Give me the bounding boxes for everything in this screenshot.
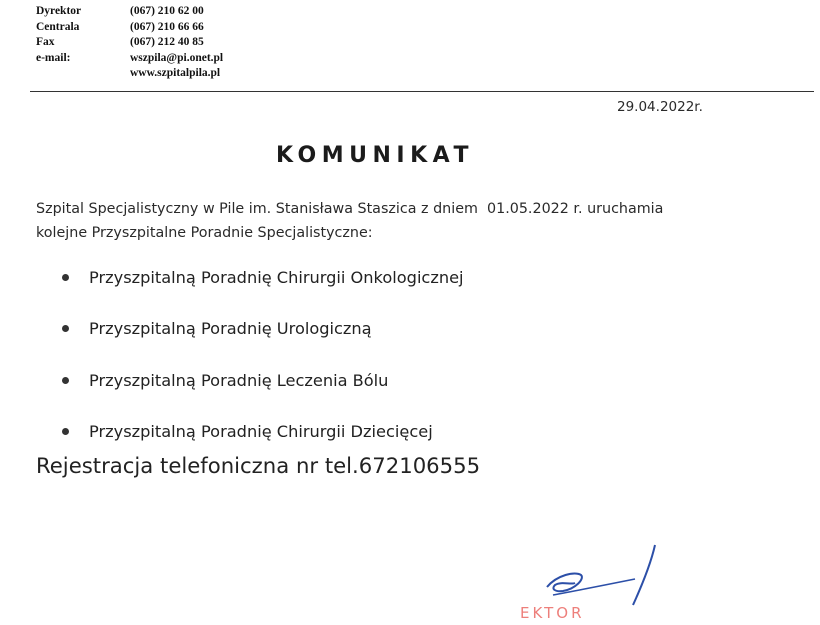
contact-value: (067) 210 66 66 (130, 20, 204, 33)
contact-block (36, 4, 223, 82)
contact-row-fax (36, 35, 223, 51)
clinic-name: Przyszpitalną Poradnię Chirurgii Dziecięcej (89, 422, 433, 441)
document-date: 29.04.2022r. (617, 99, 703, 115)
contact-label: Dyrektor (36, 5, 82, 17)
intro-line-1: Szpital Specjalistyczny w Pile im. Stanisława Staszica z dniem 01.05.2022 r. uruchamia (36, 201, 664, 217)
document-title: KOMUNIKAT (276, 143, 474, 168)
contact-value: (067) 210 62 00 (130, 5, 204, 17)
intro-line-2: kolejne Przyszpitalne Poradnie Specjalistyczne: (36, 225, 373, 241)
phone-registration: Rejestracja telefoniczna nr tel.672106555 (36, 453, 481, 478)
bullet-icon (62, 274, 69, 281)
website-link[interactable]: www.szpitalpila.pl (130, 67, 221, 79)
contact-row-email (36, 51, 223, 67)
contact-label: Fax (36, 36, 55, 48)
contact-value: (067) 212 40 85 (130, 36, 204, 48)
list-item (62, 419, 464, 445)
director-stamp: EKTOR (520, 604, 585, 622)
bullet-icon (62, 377, 69, 384)
list-item (62, 264, 464, 290)
clinic-name: Przyszpitalną Poradnię Leczenia Bólu (89, 370, 389, 390)
email-link[interactable]: wszpila@pi.onet.pl (130, 51, 224, 64)
clinic-name: Przyszpitalną Poradnię Chirurgii Onkologicznej (89, 267, 464, 287)
bullet-icon (62, 428, 69, 435)
contact-label: Centrala (36, 20, 80, 33)
contact-label: e-mail: (36, 51, 71, 64)
clinic-list (62, 264, 464, 470)
contact-row-director (36, 4, 223, 20)
list-item (62, 316, 464, 342)
clinic-name: Przyszpitalną Poradnię Urologiczną (89, 319, 372, 338)
list-item (62, 367, 464, 393)
contact-row-switchboard (36, 20, 223, 36)
bullet-icon (62, 325, 69, 332)
header-divider (30, 91, 814, 92)
intro-paragraph (36, 197, 736, 245)
